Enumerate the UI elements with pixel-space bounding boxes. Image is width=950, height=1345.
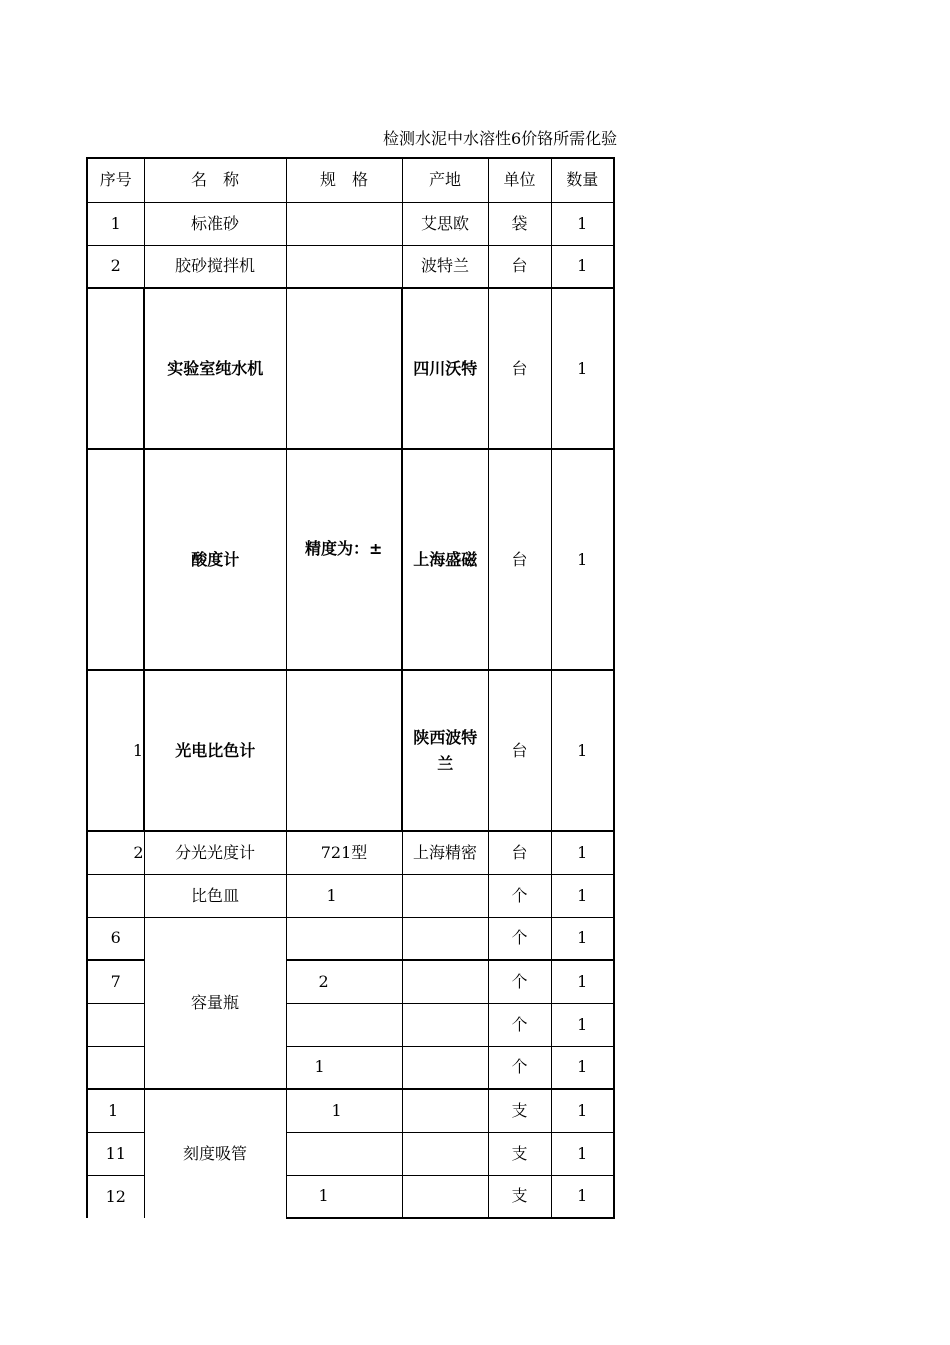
row-qty: 1: [551, 1132, 614, 1175]
row-spec: 1: [286, 1089, 402, 1132]
table-header-row: [87, 158, 614, 202]
row-origin: [402, 1089, 488, 1132]
row-qty: 1: [551, 288, 614, 449]
row-qty: 1: [551, 670, 614, 831]
row-origin: 上海精密: [402, 831, 488, 874]
row-qty: 1: [551, 1003, 614, 1046]
header-name: 名 称: [144, 158, 286, 202]
row-unit: 台: [488, 670, 551, 831]
row-seq: 2: [87, 245, 144, 288]
row-unit: 支: [488, 1175, 551, 1218]
row-name: 标准砂: [144, 202, 286, 245]
row-qty: 1: [551, 245, 614, 288]
row-seq: [87, 288, 144, 449]
row-name: 胶砂搅拌机: [144, 245, 286, 288]
document-title: 检测水泥中水溶性6价铬所需化验: [383, 129, 618, 148]
row-origin: 波特兰: [402, 245, 488, 288]
row-origin: [402, 1046, 488, 1089]
row-spec: [286, 917, 402, 960]
equipment-table: [86, 157, 615, 1219]
row-unit: 袋: [488, 202, 551, 245]
row-qty: 1: [551, 831, 614, 874]
header-seq: 序号: [87, 158, 144, 202]
row-qty: 1: [551, 874, 614, 917]
row-unit: 台: [488, 288, 551, 449]
row-origin: 上海盛磁: [402, 449, 488, 670]
row-name: 比色皿: [144, 874, 286, 917]
row-unit: 台: [488, 245, 551, 288]
row-origin: [402, 917, 488, 960]
row-spec: [286, 1003, 402, 1046]
row-origin: [402, 1003, 488, 1046]
row-seq: 1: [87, 202, 144, 245]
row-origin: [402, 1175, 488, 1218]
row-qty: 1: [551, 917, 614, 960]
table-row: [87, 1089, 614, 1132]
row-origin: 艾思欧: [402, 202, 488, 245]
row-name: 酸度计: [144, 449, 286, 670]
row-qty: 1: [551, 960, 614, 1003]
table-row: [87, 670, 614, 831]
row-spec: 1: [286, 1046, 402, 1089]
row-seq: 6: [87, 917, 144, 960]
row-qty: 1: [551, 1046, 614, 1089]
table-row: [87, 449, 614, 670]
row-unit: 个: [488, 960, 551, 1003]
row-origin: [402, 960, 488, 1003]
row-spec: [286, 1132, 402, 1175]
row-unit: 台: [488, 449, 551, 670]
row-spec: 精度为：±: [286, 449, 402, 670]
row-origin: [402, 874, 488, 917]
row-spec: 2: [286, 960, 402, 1003]
row-unit: 个: [488, 1003, 551, 1046]
row-qty: 1: [551, 1089, 614, 1132]
row-seq: 2: [87, 831, 144, 874]
row-seq: 1: [87, 670, 144, 831]
row-unit: 支: [488, 1132, 551, 1175]
row-spec: [286, 670, 402, 831]
row-name: 实验室纯水机: [144, 288, 286, 449]
merged-name-volumetric-flask: 容量瓶: [144, 917, 286, 1089]
row-seq: [87, 1003, 144, 1046]
row-seq: 7: [87, 960, 144, 1003]
header-spec: 规 格: [286, 158, 402, 202]
row-spec: 1: [286, 1175, 402, 1218]
row-spec: [286, 288, 402, 449]
row-unit: 个: [488, 1046, 551, 1089]
row-origin: [402, 1132, 488, 1175]
row-spec: [286, 202, 402, 245]
row-qty: 1: [551, 449, 614, 670]
row-unit: 支: [488, 1089, 551, 1132]
table-row: [87, 831, 614, 874]
table-row: [87, 917, 614, 960]
merged-name-graduated-pipette: 刻度吸管: [144, 1089, 286, 1218]
row-seq: [87, 449, 144, 670]
row-name: 光电比色计: [144, 670, 286, 831]
header-qty: 数量: [551, 158, 614, 202]
row-unit: 个: [488, 874, 551, 917]
row-qty: 1: [551, 202, 614, 245]
row-seq: [87, 874, 144, 917]
row-seq: 11: [87, 1132, 144, 1175]
row-seq: 12: [87, 1175, 144, 1218]
row-spec: 1: [286, 874, 402, 917]
table-row: [87, 874, 614, 917]
row-spec: 721型: [286, 831, 402, 874]
row-unit: 台: [488, 831, 551, 874]
header-unit: 单位: [488, 158, 551, 202]
row-origin: 四川沃特: [402, 288, 488, 449]
row-origin: 陕西波特兰: [402, 670, 488, 831]
row-spec: [286, 245, 402, 288]
row-seq: 1: [87, 1089, 144, 1132]
row-seq: [87, 1046, 144, 1089]
header-origin: 产地: [402, 158, 488, 202]
row-qty: 1: [551, 1175, 614, 1218]
row-unit: 个: [488, 917, 551, 960]
table-row: [87, 202, 614, 245]
table-row: [87, 245, 614, 288]
row-name: 分光光度计: [144, 831, 286, 874]
table-row: [87, 288, 614, 449]
